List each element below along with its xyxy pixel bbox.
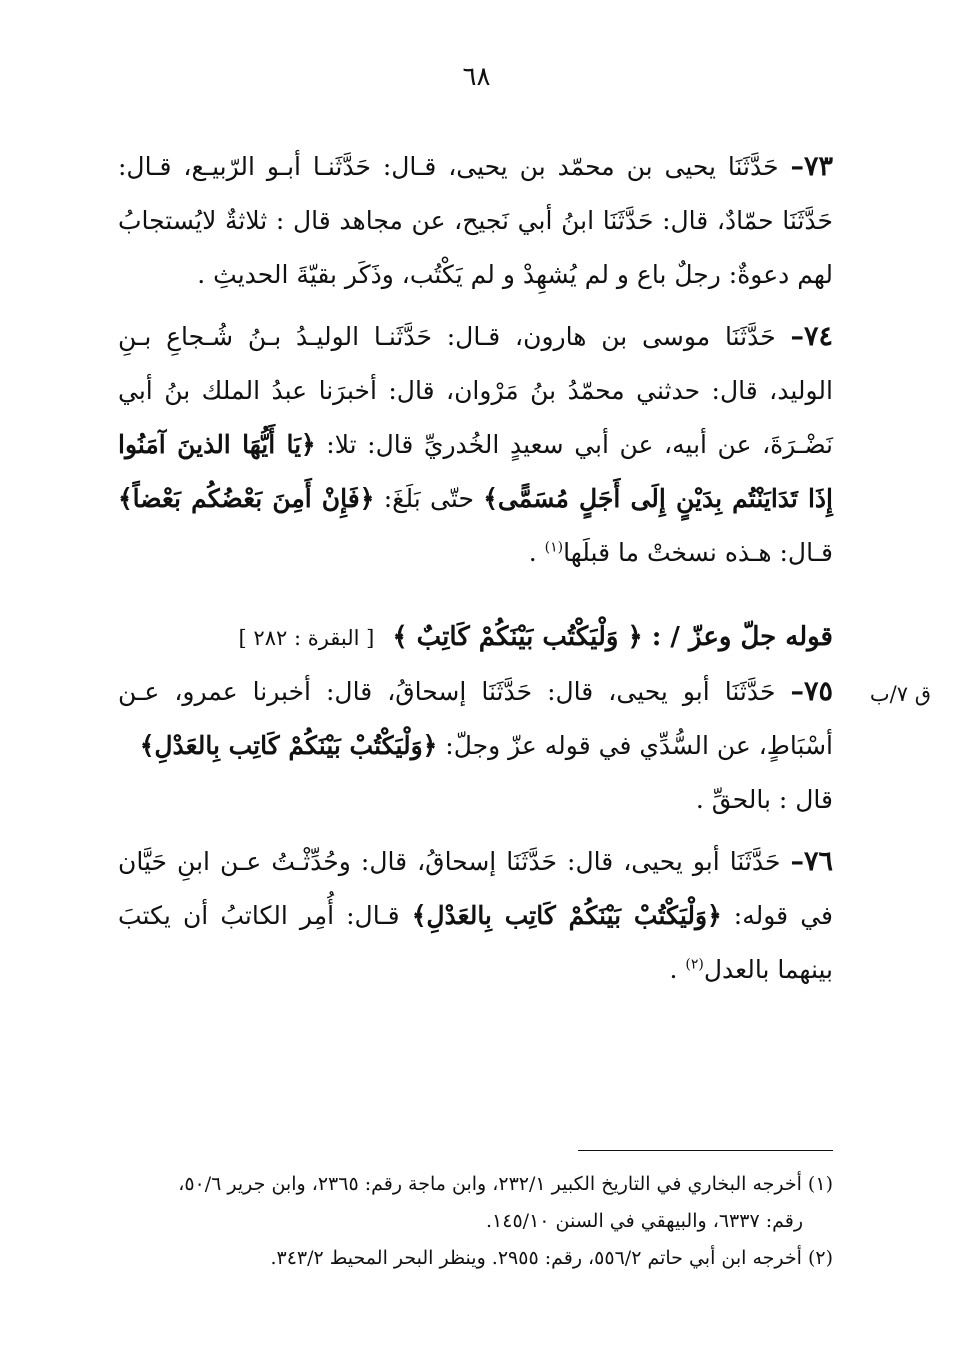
footnote-1: (١) أخرجه البخاري في التاريخ الكبير ٢٣٢/١، وابن ماجة رقم: ٢٣٦٥، وابن جرير ٥٠/٦، <box>178 1173 833 1195</box>
footnote-divider <box>578 1150 833 1151</box>
paragraph-74 <box>118 310 833 580</box>
footnote-1-continued: رقم: ٦٣٣٧، والبيهقي في السنن ١٤٥/١٠. <box>486 1210 803 1232</box>
paragraph-text: حَدَّثَنَا أبو يحيى، قال: حَدَّثَنَا إسحاقُ، قال: أخبرنا عمرو، عـن أسْبَاطٍ، عن السُّدِّي في قوله عزّ وجلّ: <box>118 677 833 760</box>
paragraph-end: . <box>528 538 545 567</box>
heading-verse: ﴿ وَلْيَكْتُب بَيْنَكُمْ كَاتِبٌ ﴾ <box>392 622 643 652</box>
hadith-number: ٧٣– <box>790 151 833 182</box>
paragraph-76 <box>118 835 833 997</box>
footnote-2: (٢) أخرجه ابن أبي حاتم ٥٥٦/٢، رقم: ٢٩٥٥. وينظر البحر المحيط ٣٤٣/٢. <box>270 1247 833 1269</box>
paragraph-text: قـال: هـذه نسختْ ما قبلَها <box>563 538 833 567</box>
hadith-number: ٧٦– <box>790 846 833 877</box>
quran-verse: ﴿يَا أَيُّهَا الذينَ آمَنُوا إِذَا تَدَايَنْتُم بِدَيْنٍ إِلَى أَجَلٍ مُسَمًّى﴾ <box>118 430 833 513</box>
paragraph-text: حتّى بَلَغَ: <box>374 484 484 513</box>
section-heading <box>118 610 833 665</box>
quran-verse: ﴿فَإِنْ أَمِنَ بَعْضُكُم بَعْضاً﴾ <box>118 484 375 513</box>
paragraph-end: . <box>669 955 686 984</box>
footnotes <box>118 1166 833 1277</box>
hadith-number: ٧٥– <box>790 676 833 707</box>
paragraph-text: حَدَّثَنَا أبو يحيى، قال: حَدَّثَنَا إسحاقُ، قال: وحُدِّثْـتُ عـن ابنِ حَيَّان في قوله: <box>118 847 833 930</box>
paragraph-text: حَدَّثَنَا موسى بن هارون، قـال: حَدَّثَنـا الوليـدُ بـنُ شُـجاعِ بـنِ الوليد، قال: حدثني محمّدُ بنُ مَرْوان، قال: أخبرَنا عبدُ الملك بنُ أبي نَضْـرَةَ، عن أبيه، عن أبي سعيدٍ الخُدريِّ قال: تلا: <box>118 322 834 459</box>
paragraph-73 <box>118 140 833 302</box>
quran-verse: ﴿وَلْيَكْتُبْ بَيْنَكُمْ كَاتِب بِالعَدْلِ﴾ <box>139 731 438 760</box>
footnote-ref[interactable]: (٢) <box>685 956 704 973</box>
page-number: ٦٨ <box>462 62 491 92</box>
paragraph-75 <box>118 665 833 827</box>
hadith-number: ٧٤– <box>790 321 833 352</box>
paragraph-text: حَدَّثَنَا يحيى بن محمّد بن يحيى، قـال: حَدَّثَنـا أبـو الرّبيـع، قـال: حَدَّثَنَا حمّادٌ، قال: حَدَّثَنَا ابنُ أبي نَجيح، عن مجاهد قال : ثلاثةٌ لايُستجابُ لهم دعوةٌ: رجلٌ باع و لم يُشهِدْ و لم يَكْتُب، وذَكَر بقيّةَ الحديثِ . <box>118 152 833 289</box>
footnote-ref[interactable]: (١) <box>544 539 564 556</box>
paragraph-text: قـال: أُمِر الكاتبُ أن يكتبَ بينهما بالعدل <box>118 901 833 984</box>
heading-reference: [ البقرة : ٢٨٢ ] <box>238 626 375 650</box>
main-text <box>118 140 833 1005</box>
quran-verse: ﴿وَلْيَكْتُبْ بَيْنَكُمْ كَاتِب بِالعَدْلِ﴾ <box>411 901 722 930</box>
margin-note: ق ٧/ب <box>869 682 931 706</box>
paragraph-text: قال : بالحقِّ . <box>695 785 833 814</box>
heading-lead: قوله جلّ وعزّ / : <box>642 622 833 652</box>
